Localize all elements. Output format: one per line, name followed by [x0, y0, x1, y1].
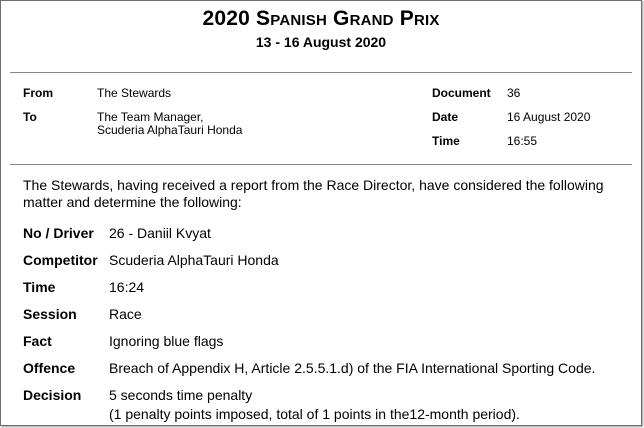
detail-value: Scuderia AlphaTauri Honda: [109, 252, 279, 268]
document-value: 36: [507, 86, 521, 100]
from-label: From: [23, 86, 53, 100]
detail-label: No / Driver: [23, 225, 94, 241]
detail-value: Race: [109, 306, 142, 322]
title-event: Spanish Grand Prix: [256, 7, 440, 30]
document-label: Document: [432, 86, 491, 100]
event-dates: 13 - 16 August 2020: [255, 34, 387, 50]
detail-value-note: (1 penalty points imposed, total of 1 points in the12-month period).: [109, 406, 520, 422]
detail-value: Ignoring blue flags: [109, 333, 224, 349]
header-divider: [10, 72, 632, 73]
detail-value: 5 seconds time penalty: [109, 387, 253, 403]
meta-divider: [10, 164, 632, 165]
time-label: Time: [432, 134, 460, 148]
detail-value: 26 - Daniil Kvyat: [109, 225, 211, 241]
to-label: To: [23, 110, 37, 124]
detail-label: Fact: [23, 333, 52, 349]
detail-value: Breach of Appendix H, Article 2.5.5.1.d) of the FIA International Sporting Code.: [109, 360, 596, 376]
detail-label: Session: [23, 306, 77, 322]
detail-value: 16:24: [109, 279, 145, 295]
detail-label: Competitor: [23, 252, 98, 268]
time-value: 16:55: [507, 134, 538, 148]
from-value: The Stewards: [97, 86, 172, 100]
date-label: Date: [432, 110, 459, 124]
to-value-line2: Scuderia AlphaTauri Honda: [97, 123, 243, 137]
detail-label: Decision: [23, 387, 82, 403]
date-value: 16 August 2020: [507, 110, 591, 124]
intro-paragraph: The Stewards, having received a report from the Race Director, have considered the following matter and determine the following:: [23, 177, 604, 210]
detail-label: Time: [23, 279, 56, 295]
detail-label: Offence: [23, 360, 76, 376]
document-title: [1, 7, 641, 31]
to-value-line1: The Team Manager,: [97, 110, 204, 124]
title-year: 2020: [202, 7, 250, 30]
